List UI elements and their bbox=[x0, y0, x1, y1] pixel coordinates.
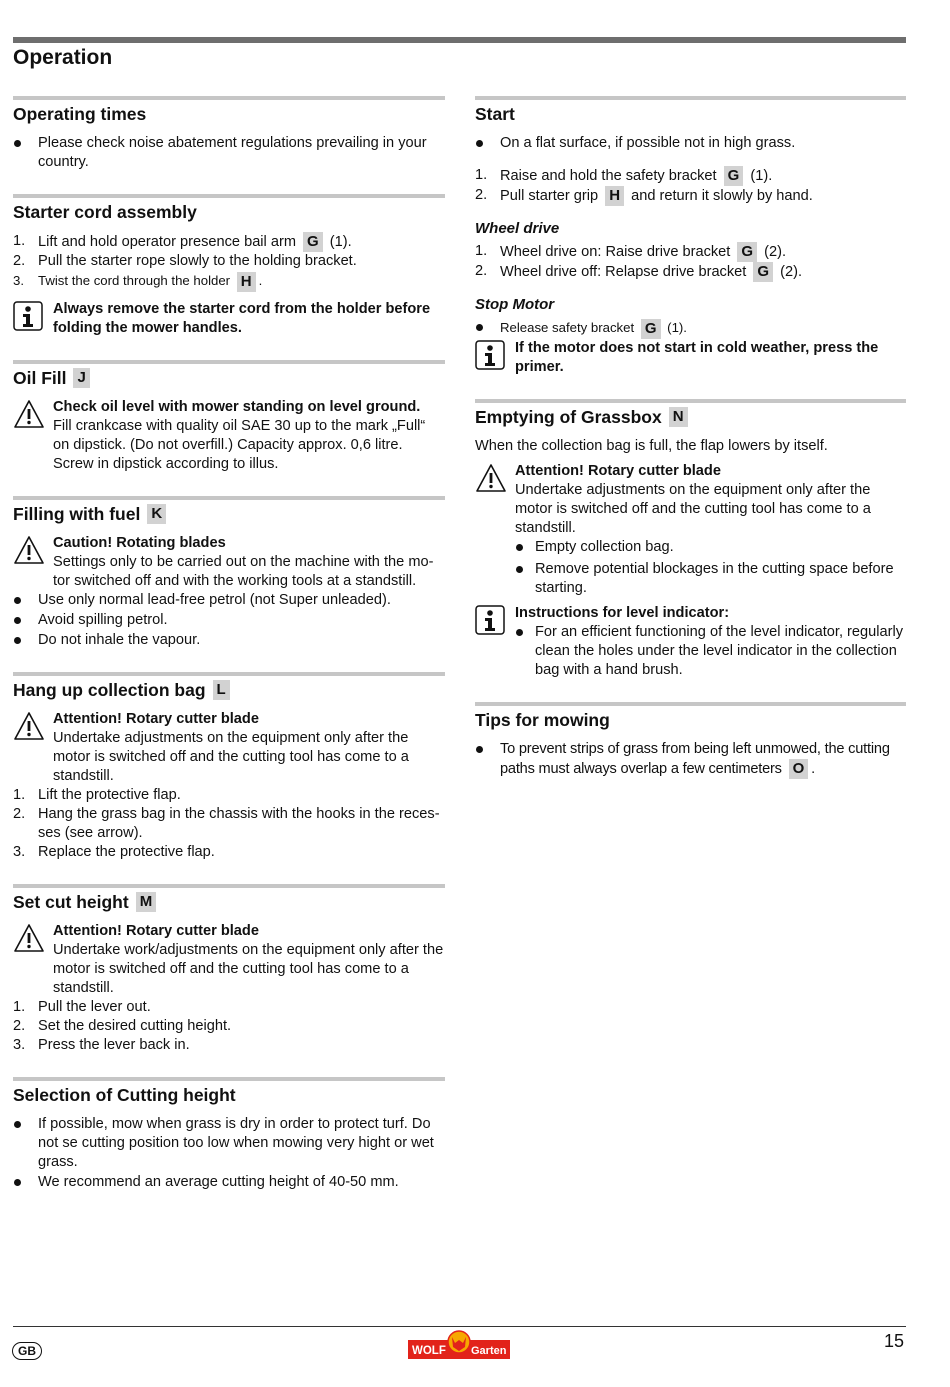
list-item: 1. Raise and hold the safety bracket G (1). bbox=[475, 167, 773, 184]
list-item: Use only normal lead-free petrol (not Super unleaded). bbox=[13, 591, 445, 610]
list-item: 3. Press the lever back in. bbox=[13, 1036, 190, 1053]
subheading-stop-motor: Stop Motor bbox=[475, 296, 555, 313]
warning-icon bbox=[13, 711, 45, 747]
bullet-list bbox=[515, 623, 906, 680]
figure-ref-badge: O bbox=[789, 759, 808, 779]
list-item: 3. Twist the cord through the holder H . bbox=[13, 272, 263, 290]
section-title: Selection of Cutting height bbox=[13, 1084, 236, 1105]
page-title: Operation bbox=[13, 46, 113, 69]
country-badge: GB bbox=[12, 1342, 42, 1360]
info-icon bbox=[475, 340, 505, 376]
info-icon bbox=[13, 301, 43, 337]
list-item: To prevent strips of grass from being left unmowed, the cutting paths must always overlap a few centimeters O . bbox=[475, 740, 906, 779]
warning-note: Attention! Rotary cutter blade Undertake adjustments on the equipment only after the motor is switched off and the cutting tool has come to a standstill. Empty collection bag. Remove potential blockages in the cutting space before starting. bbox=[475, 462, 906, 598]
list-item: Remove potential blockages in the cutting space before starting. bbox=[515, 560, 906, 598]
numbered-list bbox=[13, 232, 445, 292]
list-item: 1. Lift and hold operator presence bail arm G (1). bbox=[13, 233, 352, 250]
section-title: Tips for mowing bbox=[475, 709, 610, 730]
subheading-wheel-drive: Wheel drive bbox=[475, 220, 560, 237]
list-item: 1. Wheel drive on: Raise drive bracket G (2). bbox=[475, 243, 787, 260]
section-title: Emptying of Grassbox N bbox=[475, 406, 906, 429]
bullet-list bbox=[13, 591, 445, 650]
left-column bbox=[13, 96, 445, 1192]
section-start bbox=[475, 96, 906, 377]
bullet-list bbox=[475, 740, 906, 779]
figure-ref-badge: M bbox=[136, 892, 157, 912]
numbered-list bbox=[13, 998, 445, 1055]
bullet-list bbox=[475, 318, 906, 339]
list-item: 1. Pull the lever out. bbox=[13, 998, 151, 1015]
section-title: Oil Fill J bbox=[13, 367, 445, 390]
section-title: Start bbox=[475, 104, 515, 124]
section-filling-fuel bbox=[13, 496, 445, 650]
figure-ref-badge: L bbox=[213, 680, 230, 700]
warning-note: Check oil level with mower standing on level ground. Fill crankcase with quality oil SAE 30 up to the mark „Full“ on dipstick. (Do not overfill.) Capacity approx. 0,6 litre. Screw in dipstick according to illus. bbox=[13, 398, 445, 474]
info-note: Instructions for level indicator: For an efficient functioning of the level indicator, regularly clean the holes under the level indicator in the collection bag with a hand brush. bbox=[475, 604, 906, 680]
figure-ref-badge: K bbox=[147, 504, 166, 524]
figure-ref-badge: G bbox=[641, 319, 661, 339]
figure-ref-badge: G bbox=[753, 262, 773, 282]
info-icon bbox=[475, 605, 505, 641]
right-column bbox=[475, 96, 906, 779]
intro-text: When the collection bag is full, the flap lowers by itself. bbox=[475, 437, 828, 454]
list-item: Do not inhale the vapour. bbox=[13, 631, 445, 650]
warning-note: Attention! Rotary cutter blade Undertake adjustments on the equipment only after the motor is switched off and the cutting tool has come to a standstill. bbox=[13, 710, 445, 786]
section-title: Operating times bbox=[13, 104, 147, 124]
list-item: Avoid spilling petrol. bbox=[13, 611, 445, 630]
list-item: 3. Replace the protective flap. bbox=[13, 843, 215, 860]
section-set-cut-height bbox=[13, 884, 445, 1055]
warning-icon bbox=[13, 923, 45, 959]
section-emptying-grassbox bbox=[475, 399, 906, 680]
section-title: Set cut height M bbox=[13, 891, 445, 914]
section-selection-cutting-height bbox=[13, 1077, 445, 1192]
list-item: 2. Hang the grass bag in the chassis with the hooks in the reces-ses (see arrow). bbox=[13, 805, 440, 841]
figure-ref-badge: J bbox=[73, 368, 89, 388]
warning-icon bbox=[475, 463, 507, 499]
list-item: On a flat surface, if possible not in high grass. bbox=[475, 134, 906, 153]
figure-ref-badge: G bbox=[737, 242, 757, 262]
section-operating-times bbox=[13, 96, 445, 172]
warning-icon bbox=[13, 399, 45, 435]
bullet-list bbox=[13, 1115, 445, 1192]
info-note: If the motor does not start in cold weather, press the primer. bbox=[475, 339, 906, 377]
figure-ref-badge: H bbox=[237, 272, 256, 292]
list-item: We recommend an average cutting height of 40-50 mm. bbox=[13, 1173, 445, 1192]
svg-text:Garten: Garten bbox=[471, 1345, 507, 1357]
svg-text:WOLF: WOLF bbox=[412, 1345, 446, 1357]
figure-ref-badge: G bbox=[303, 232, 323, 252]
section-title: Filling with fuel K bbox=[13, 503, 445, 526]
info-note: Always remove the starter cord from the holder before folding the mower handles. bbox=[13, 300, 445, 338]
warning-icon bbox=[13, 535, 45, 571]
list-item: 1. Lift the protective flap. bbox=[13, 786, 181, 803]
warning-note: Attention! Rotary cutter blade Undertake work/adjustments on the equipment only after the motor is switched off and the cutting tool has come to a standstill. bbox=[13, 922, 445, 998]
section-starter-cord bbox=[13, 194, 445, 338]
list-item: Please check noise abatement regulations prevailing in your country. bbox=[13, 134, 445, 172]
wolf-garten-logo bbox=[408, 1330, 510, 1360]
numbered-list bbox=[13, 786, 445, 862]
section-title: Starter cord assembly bbox=[13, 202, 197, 222]
list-item: 2. Set the desired cutting height. bbox=[13, 1017, 232, 1034]
bullet-list bbox=[475, 134, 906, 153]
list-item: Release safety bracket G (1). bbox=[475, 318, 906, 339]
footer-rule bbox=[13, 1326, 906, 1327]
list-item: For an efficient functioning of the level indicator, regularly clean the holes under the level indicator in the collection bag with a hand brush. bbox=[515, 623, 906, 680]
bullet-list bbox=[13, 134, 445, 172]
list-item: If possible, mow when grass is dry in order to protect turf. Do not se cutting position too low when mowing very hight or wet grass. bbox=[13, 1115, 445, 1172]
figure-ref-badge: G bbox=[724, 166, 744, 186]
numbered-list bbox=[475, 166, 906, 206]
figure-ref-badge: H bbox=[605, 186, 624, 206]
bullet-list bbox=[515, 538, 906, 598]
list-item: 2. Wheel drive off: Relapse drive bracket G (2). bbox=[475, 263, 803, 280]
top-rule bbox=[13, 37, 906, 43]
section-tips-mowing bbox=[475, 702, 906, 779]
section-collection-bag bbox=[13, 672, 445, 862]
page-number: 15 bbox=[884, 1331, 905, 1351]
figure-ref-badge: N bbox=[669, 407, 688, 427]
section-title: Hang up collection bag L bbox=[13, 679, 445, 702]
list-item: Empty collection bag. bbox=[515, 538, 906, 557]
numbered-list bbox=[475, 242, 906, 282]
section-oil-fill bbox=[13, 360, 445, 474]
warning-note: Caution! Rotating blades Settings only to be carried out on the machine with the mo-tor switched off and with the working tools at a standstill. bbox=[13, 534, 445, 591]
list-item: 2. Pull the starter rope slowly to the holding bracket. bbox=[13, 253, 357, 269]
list-item: 2. Pull starter grip H and return it slowly by hand. bbox=[475, 187, 813, 204]
